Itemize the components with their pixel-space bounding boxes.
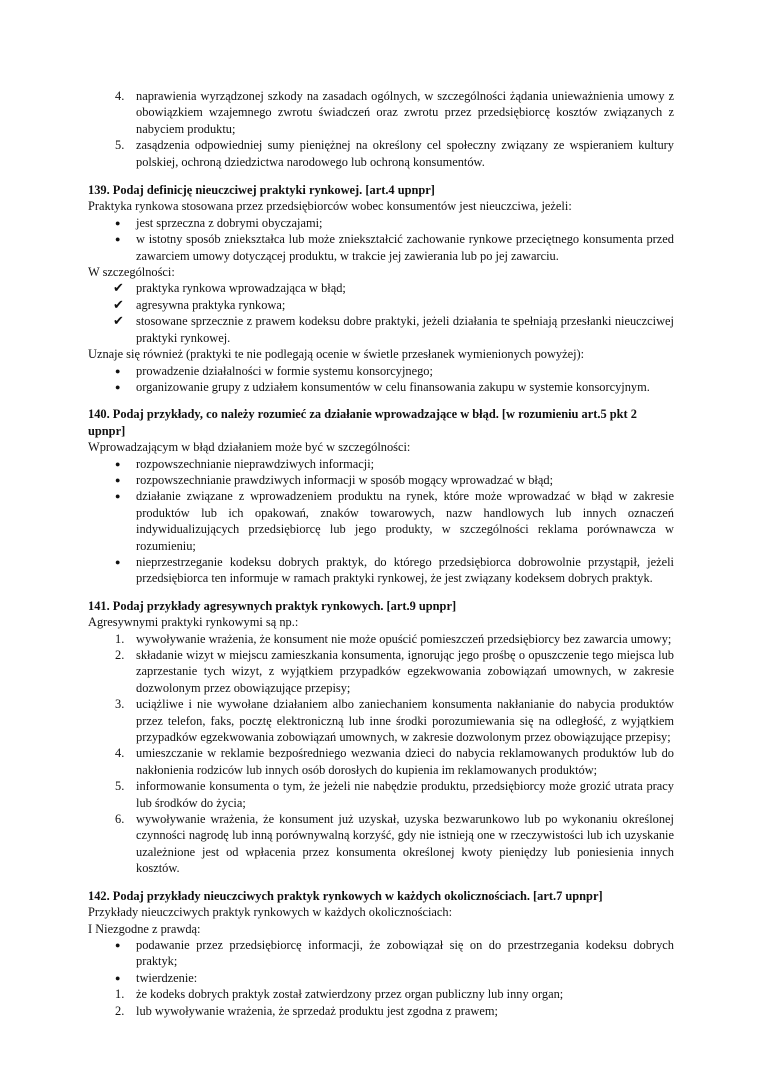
list-item: ✔ praktyka rynkowa wprowadzająca w błąd; <box>113 280 346 296</box>
bullet-icon: ● <box>115 556 121 567</box>
bullet-icon: ● <box>115 474 121 485</box>
bullet-icon: ● <box>115 381 121 392</box>
section-139-particular: W szczególności: <box>88 265 175 280</box>
list-item: ✔ agresywna praktyka rynkowa; <box>113 296 286 312</box>
section-139-also: Uznaje się również (praktyki te nie podlegają ocenie w świetle przesłanek wymienionych powyżej): <box>88 347 585 362</box>
list-item: 2. składanie wizyt w miejscu zamieszkania konsumenta, ignorując jego prośbę o opuszczenie tego miejsca lub zaprzestanie tych wizyt, z wyjątkiem przypadków egzekwowania zobowiązań umownych, w zakresie dozwolonym przez obowiązujące przepisy; <box>115 648 674 695</box>
list-item: ● rozpowszechnianie nieprawdziwych informacji; <box>115 456 375 471</box>
list-item: 6. wywoływanie wrażenia, że konsument już uzyskał, uzyska bezwarunkowo lub po wykonaniu określonej czynności nagrodę lub inną porównywalną korzyść, gdy nie istnieją one w rzeczywistości lub ich uzyskanie uzależnione jest od wpłacenia przez konsumenta określonej kwoty pieniędzy lub poniesienia innych kosztów. <box>115 812 674 876</box>
list-item: ● rozpowszechnianie prawdziwych informacji w sposób mogący wprowadzać w błąd; <box>115 472 554 487</box>
bullet-icon: ● <box>115 972 121 983</box>
bullet-icon: ● <box>115 458 121 469</box>
section-139-checks <box>88 280 674 346</box>
list-item: ● w istotny sposób zniekształca lub może zniekształcić zachowanie rynkowe przeciętnego konsumenta przed zawarciem umowy dotyczącej produktu, w trakcie jej zawierania lub po jej zawarciu. <box>115 232 674 263</box>
list-item: 2. lub wywoływanie wrażenia, że sprzedaż produktu jest zgodna z prawem; <box>115 1003 498 1018</box>
checkmark-icon: ✔ <box>113 296 124 312</box>
list-item: ● nieprzestrzeganie kodeksu dobrych praktyk, do którego przedsiębiorca dobrowolnie przystąpił, jeżeli przedsiębiorca ten informuje w ramach praktyki rynkowej, że jest związany kodeksem dobrych praktyk. <box>115 554 674 586</box>
section-139-also-bullets <box>88 363 674 396</box>
intro-list <box>88 88 674 170</box>
section-142-sub: I Niezgodne z prawdą: <box>88 921 201 936</box>
section-139-bullets <box>88 215 674 264</box>
bullet-icon: ● <box>115 365 121 376</box>
section-140-lead: Wprowadzającym w błąd działaniem może być w szczególności: <box>88 440 411 455</box>
bullet-icon: ● <box>115 491 121 502</box>
section-142-list <box>88 986 674 1019</box>
list-item: 4. naprawienia wyrządzonej szkody na zasadach ogólnych, w szczególności żądania unieważnienia umowy z obowiązkiem wzajemnego zwrotu świadczeń oraz zwrotu przez przedsiębiorcę kosztów związanych z nabyciem produktu; <box>115 89 674 136</box>
section-140-heading: 140. Podaj przykłady, co należy rozumieć za działanie wprowadzające w błąd. [w rozumieniu art.5 pkt 2 upnpr] <box>88 407 637 438</box>
section-140-bullets <box>88 456 674 587</box>
section-142-lead: Przykłady nieuczciwych praktyk rynkowych w każdych okolicznościach: <box>88 905 453 920</box>
list-item: ● prowadzenie działalności w formie systemu konsorcyjnego; <box>115 363 433 378</box>
checkmark-icon: ✔ <box>113 313 124 329</box>
section-141-list <box>88 631 674 877</box>
document-page <box>88 88 674 1019</box>
list-item: 5. zasądzenia odpowiedniej sumy pieniężnej na określony cel społeczny związany ze wspieraniem kultury polskiej, ochroną dziedzictwa narodowego lub ochroną konsumentów. <box>115 138 674 169</box>
checkmark-icon: ✔ <box>113 280 124 296</box>
list-item: ✔ stosowane sprzecznie z prawem kodeksu dobre praktyki, jeżeli działania te spełniają przesłanki nieuczciwej praktyki rynkowej. <box>113 313 674 345</box>
list-item: 4. umieszczanie w reklamie bezpośredniego wezwania dzieci do nabycia reklamowanych produktów lub do nakłonienia rodziców lub innych osób dorosłych do kupienia im reklamowanych produktów; <box>115 746 674 777</box>
list-item: ● podawanie przez przedsiębiorcę informacji, że zobowiązał się on do przestrzegania kodeksu dobrych praktyk; <box>115 937 674 969</box>
section-141-heading: 141. Podaj przykłady agresywnych praktyk rynkowych. [art.9 upnpr] <box>88 598 457 613</box>
list-item: 3. uciążliwe i nie wywołane działaniem albo zaniechaniem konsumenta nakłanianie do nabycia produktów przez telefon, faks, pocztę elektroniczną lub inne środki porozumiewania się na odległość, z wyjątkiem przypadków egzekwowania zobowiązań umownych, w zakresie dozwolonym przez obowiązujące przepisy; <box>115 697 674 745</box>
section-141-lead: Agresywnymi praktyki rynkowymi są np.: <box>88 615 299 630</box>
bullet-icon: ● <box>115 217 121 228</box>
section-139-heading: 139. Podaj definicję nieuczciwej praktyki rynkowej. [art.4 upnpr] <box>88 183 435 198</box>
list-item: ● jest sprzeczna z dobrymi obyczajami; <box>115 215 323 230</box>
list-item: 1. wywoływanie wrażenia, że konsument nie może opuścić pomieszczeń przedsiębiorcy bez zawarcia umowy; <box>115 631 672 646</box>
list-item: ● działanie związane z wprowadzeniem produktu na rynek, które może wprowadzać w błąd w zakresie produktów lub ich opakowań, znaków towarowych, nazw handlowych lub innych oznaczeń indywidualizujących przedsiębiorcę lub jego produkty, w szczególności reklama porównawcza w rozumieniu; <box>115 489 674 553</box>
list-item: 1. że kodeks dobrych praktyk został zatwierdzony przez organ publiczny lub inny organ; <box>115 987 564 1002</box>
list-item: 5. informowanie konsumenta o tym, że jeżeli nie nabędzie produktu, przedsiębiorcy może grozić utrata pracy lub środków do życia; <box>115 779 674 810</box>
list-item: ● twierdzenie: <box>115 970 198 985</box>
bullet-icon: ● <box>115 234 121 245</box>
section-139-lead: Praktyka rynkowa stosowana przez przedsiębiorców wobec konsumentów jest nieuczciwa, jeżeli: <box>88 199 572 214</box>
section-142-bullets <box>88 937 674 986</box>
list-item: ● organizowanie grupy z udziałem konsumentów w celu finansowania zakupu w systemie konsorcyjnym. <box>115 379 650 394</box>
bullet-icon: ● <box>115 939 121 950</box>
section-142-heading: 142. Podaj przykłady nieuczciwych praktyk rynkowych w każdych okolicznościach. [art.7 upnpr] <box>88 888 603 903</box>
